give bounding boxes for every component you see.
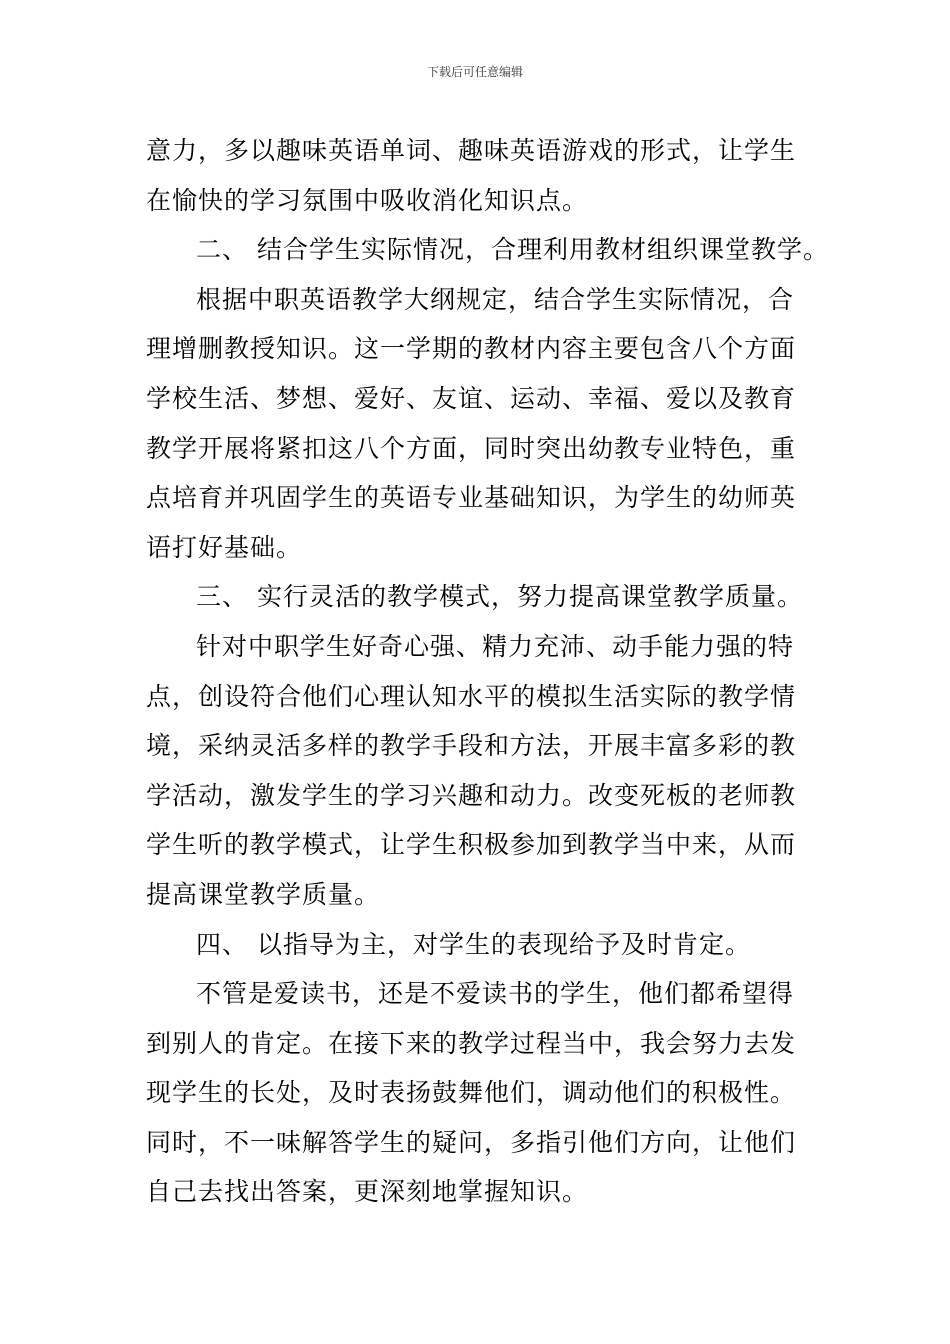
text-line: 同时，不一味解答学生的疑问，多指引他们方向，让他们 <box>146 1127 797 1157</box>
page-header: 下载后可任意编辑 <box>426 65 523 79</box>
text-line: 学生听的教学模式，让学生积极参加到教学当中来，从而 <box>146 830 797 860</box>
text-line: 语打好基础。 <box>146 532 303 562</box>
text-line: 教学开展将紧扣这八个方面，同时突出幼教专业特色，重 <box>146 433 797 463</box>
text-line: 根据中职英语教学大纲规定，结合学生实际情况，合 <box>196 284 795 314</box>
text-line: 到别人的肯定。在接下来的教学过程当中，我会努力去发 <box>146 1028 797 1058</box>
section-heading-3: 三、 实行灵活的教学模式，努力提高课堂教学质量。 <box>196 582 803 612</box>
text-line: 不管是爱读书，还是不爱读书的学生，他们都希望得 <box>196 979 795 1009</box>
text-line: 学活动，激发学生的学习兴趣和动力。改变死板的老师教 <box>146 780 797 810</box>
text-line: 自己去找出答案，更深刻地掌握知识。 <box>146 1177 589 1207</box>
text-line: 境，采纳灵活多样的教学手段和方法，开展丰富多彩的教 <box>146 731 797 761</box>
text-line: 理增删教授知识。这一学期的教材内容主要包含八个方面 <box>146 334 797 364</box>
document-body <box>146 126 829 1217</box>
text-line: 点，创设符合他们心理认知水平的模拟生活实际的教学情 <box>146 681 797 711</box>
text-line: 针对中职学生好奇心强、精力充沛、动手能力强的特 <box>196 631 795 661</box>
text-line: 现学生的长处，及时表扬鼓舞他们，调动他们的积极性。 <box>146 1078 797 1108</box>
text-line: 意力，多以趣味英语单词、趣味英语游戏的形式，让学生 <box>146 136 797 165</box>
text-line: 点培育并巩固学生的英语专业基础知识，为学生的幼师英 <box>146 483 797 513</box>
text-line: 在愉快的学习氛围中吸收消化知识点。 <box>146 185 589 215</box>
section-heading-4: 四、 以指导为主，对学生的表现给予及时肯定。 <box>196 929 751 959</box>
text-line: 提高课堂教学质量。 <box>146 879 381 909</box>
text-line: 学校生活、梦想、爱好、友谊、运动、幸福、爱以及教育 <box>146 383 797 413</box>
section-heading-2: 二、 结合学生实际情况，合理利用教材组织课堂教学。 <box>196 235 829 265</box>
